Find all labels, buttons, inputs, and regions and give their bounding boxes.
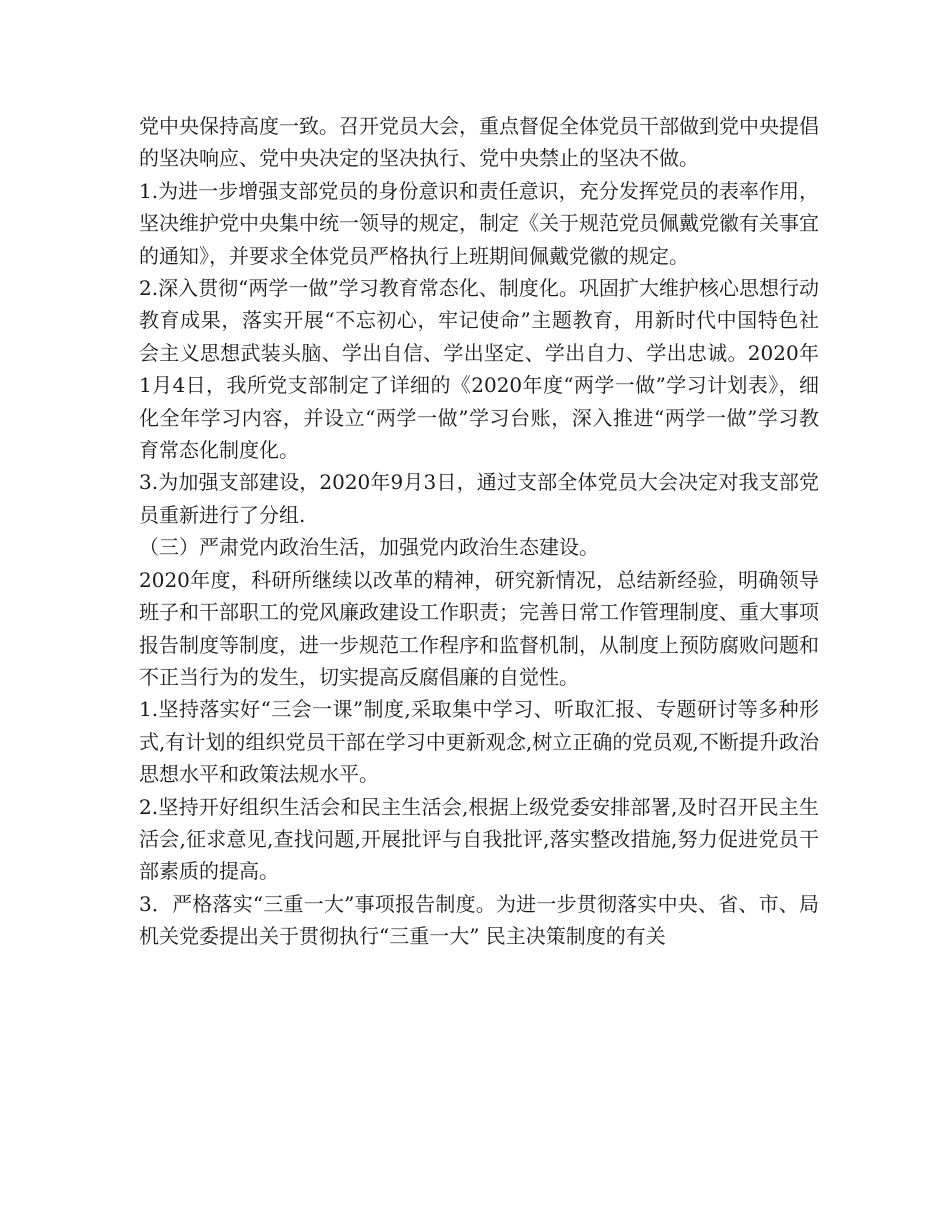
paragraph-6: 2020年度，科研所继续以改革的精神，研究新情况，总结新经验，明确领导班子和干部职工的党风廉政建设工作职责；完善日常工作管理制度、重大事项报告制度等制度，进一步规范工作程序和监督机制，从制度上预防腐败问题和不正当行为的发生，切实提高反腐倡廉的自觉性。 <box>139 567 819 689</box>
section-heading: （三）严肃党内政治生活，加强党内政治生态建设。 <box>139 535 599 560</box>
paragraph-9: 3．严格落实“三重一大”事项报告制度。为进一步贯彻落实中央、省、市、局机关党委提出关于贯彻执行“三重一大” 民主决策制度的有关 <box>139 891 819 949</box>
paragraph-1: 党中央保持高度一致。召开党员大会，重点督促全体党员干部做到党中央提倡的坚决响应、党中央决定的坚决执行、党中央禁止的坚决不做。 <box>139 114 819 171</box>
paragraph-7: 1.坚持落实好“三会一课”制度,采取集中学习、听取汇报、专题研讨等多种形式,有计划的组织党员干部在学习中更新观念,树立正确的党员观,不断提升政治思想水平和政策法规水平。 <box>139 697 819 787</box>
paragraph-8: 2.坚持开好组织生活会和民主生活会,根据上级党委安排部署,及时召开民主生活会,征求意见,查找问题,开展批评与自我批评,落实整改措施,努力促进党员干部素质的提高。 <box>139 794 819 884</box>
document-body <box>139 110 819 953</box>
paragraph-4: 3.为加强支部建设，2020年9月3日，通过支部全体党员大会决定对我支部党员重新进行了分组. <box>139 470 819 527</box>
paragraph-2: 1.为进一步增强支部党员的身份意识和责任意识，充分发挥党员的表率作用，坚决维护党中央集中统一领导的规定，制定《关于规范党员佩戴党徽有关事宜的通知》，并要求全体党员严格执行上班期间佩戴党徽的规定。 <box>139 178 819 268</box>
paragraph-3: 2.深入贯彻“两学一做”学习教育常态化、制度化。巩固扩大维护核心思想行动教育成果，落实开展“不忘初心，牢记使命”主题教育，用新时代中国特色社会主义思想武装头脑、学出自信、学出坚定、学出自力、学出忠诚。2020年1月4日，我所党支部制定了详细的《2020年度“两学一做”学习计划表》，细化全年学习内容，并设立“两学一做”学习台账，深入推进“两学一做”学习教育常态化制度化。 <box>139 276 819 463</box>
